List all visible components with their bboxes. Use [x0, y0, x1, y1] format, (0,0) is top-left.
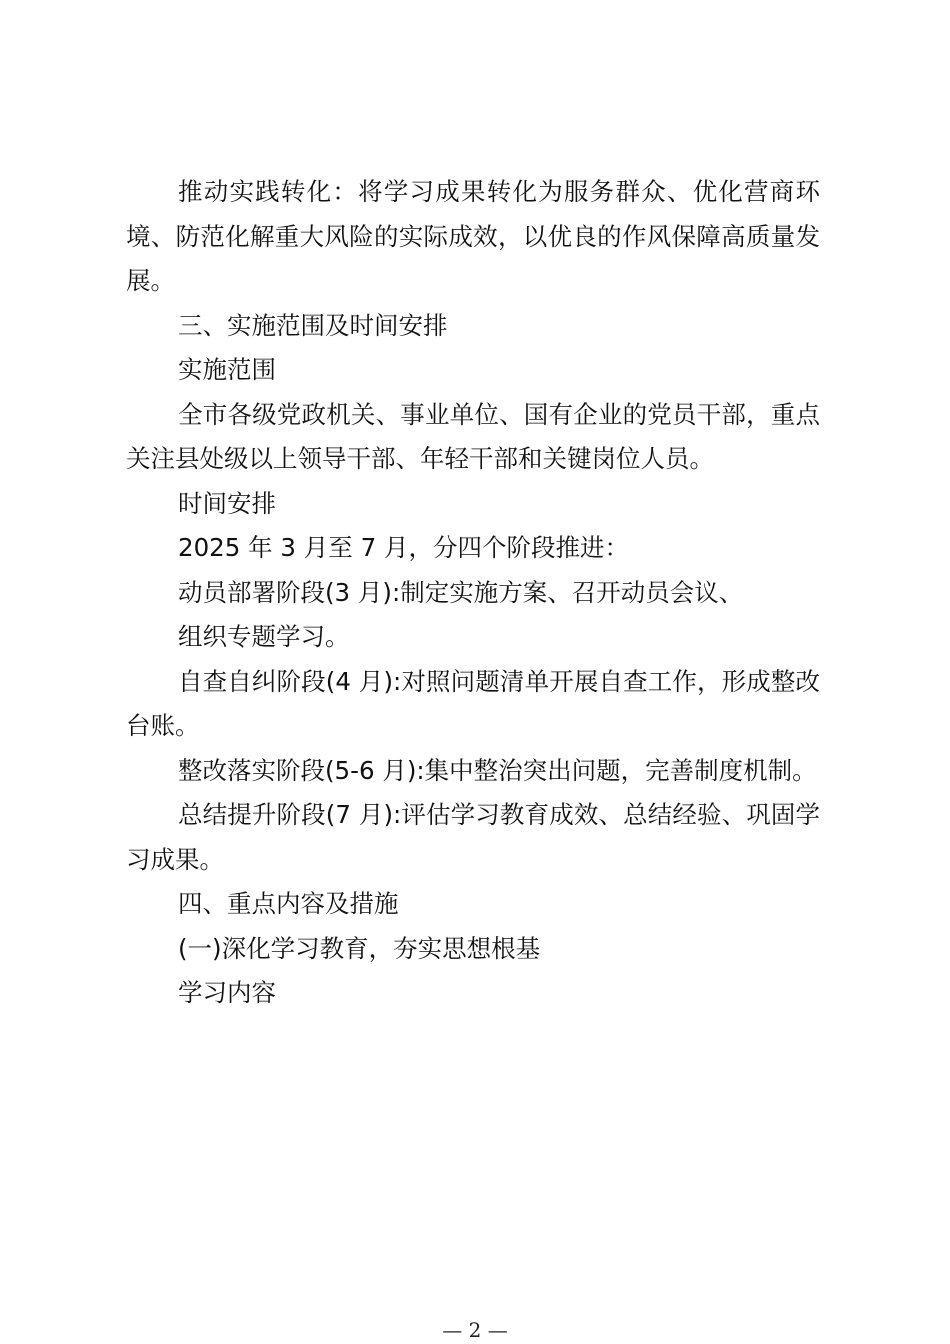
- paragraph-phase-self-inspection: 自查自纠阶段(4 月):对照问题清单开展自查工作，形成整改台账。: [126, 666, 820, 740]
- paragraph-scope: 全市各级党政机关、事业单位、国有企业的党员干部，重点关注县处级以上领导干部、年轻干部和关键岗位人员。: [126, 399, 820, 473]
- paragraph-phase-mobilization-cont: 组织专题学习。: [178, 622, 350, 651]
- subheading-learning-content: 学习内容: [178, 978, 276, 1007]
- paragraph-practice-transformation: 推动实践转化：将学习成果转化为服务群众、优化营商环境、防范化解重大风险的实际成效，以优良的作风保障高质量发展。: [126, 177, 820, 295]
- subheading-scope: 实施范围: [178, 355, 276, 384]
- page-number: — 2 —: [442, 1318, 508, 1342]
- paragraph-phase-rectification: 整改落实阶段(5-6 月):集中整治突出问题，完善制度机制。: [178, 755, 817, 785]
- paragraph-schedule-overview: 2025 年 3 月至 7 月，分四个阶段推进：: [178, 533, 629, 562]
- paragraph-phase-summary: 总结提升阶段(7 月):评估学习教育成效、总结经验、巩固学习成果。: [126, 800, 820, 874]
- subsection-heading-deepen-learning: (一)深化学习教育，夯实思想根基: [178, 933, 541, 963]
- paragraph-phase-mobilization: 动员部署阶段(3 月):制定实施方案、召开动员会议、: [178, 577, 744, 607]
- section-heading-scope-schedule: 三、实施范围及时间安排: [178, 310, 448, 340]
- subheading-schedule: 时间安排: [178, 488, 276, 518]
- section-heading-key-content: 四、重点内容及措施: [178, 889, 399, 918]
- document-body: [126, 170, 820, 1016]
